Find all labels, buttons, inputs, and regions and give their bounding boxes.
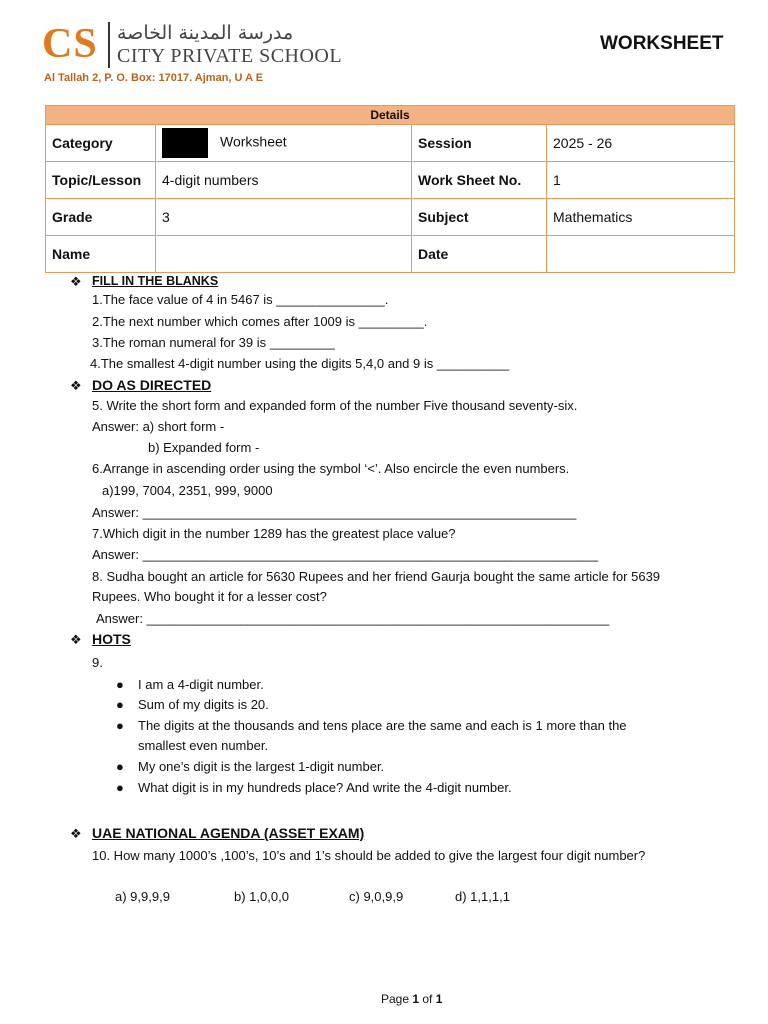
page-prefix: Page (381, 992, 413, 1006)
hots-clue-4: My one’s digit is the largest 1-digit number. (138, 759, 385, 774)
option-b: b) 1,0,0,0 (234, 889, 289, 904)
date-label: Date (412, 236, 547, 273)
school-address: Al Tallah 2, P. O. Box: 17017. Ajman, U A E (44, 72, 264, 84)
date-field[interactable] (547, 236, 735, 273)
topic-label: Topic/Lesson (46, 162, 156, 199)
diamond-bullet-icon: ❖ (70, 274, 82, 289)
question-3: 3.The roman numeral for 39 is _________ (92, 335, 335, 350)
question-4: 4.The smallest 4-digit number using the digits 5,4,0 and 9 is __________ (90, 356, 510, 371)
topic-value: 4-digit numbers (156, 162, 412, 199)
grade-value: 3 (156, 199, 412, 236)
question-5: 5. Write the short form and expanded form of the number Five thousand seventy-six. (92, 398, 578, 413)
school-logo-letters: CS (42, 21, 98, 67)
grade-label: Grade (46, 199, 156, 236)
question-2: 2.The next number which comes after 1009 is _________. (92, 314, 428, 329)
question-10: 10. How many 1000’s ,100’s, 10’s and 1’s should be added to give the largest four digit number? (92, 848, 646, 863)
hots-clue-1: I am a 4-digit number. (138, 677, 264, 692)
question-7: 7.Which digit in the number 1289 has the greatest place value? (92, 526, 456, 541)
hots-clue-2: Sum of my digits is 20. (138, 697, 269, 712)
hots-clue-3-line-1: The digits at the thousands and tens place are the same and each is 1 more than the (138, 718, 627, 733)
question-6-answer: Answer: ____________________________________________________________ (92, 505, 577, 520)
worksheet-no-value: 1 (547, 162, 735, 199)
category-label: Category (46, 125, 156, 162)
bullet-icon: ● (116, 697, 124, 712)
page-of: of (419, 992, 436, 1006)
logo-divider (108, 22, 110, 68)
page-current: 1 (412, 992, 420, 1006)
hots-clue-5: What digit is in my hundreds place? And write the 4-digit number. (138, 780, 512, 795)
category-cell (156, 125, 412, 162)
option-d: d) 1,1,1,1 (455, 889, 510, 904)
worksheet-no-label: Work Sheet No. (412, 162, 547, 199)
category-value: Worksheet (220, 133, 287, 150)
school-name-arabic: مدرسة المدينة الخاصة (117, 22, 294, 44)
page-total: 1 (435, 992, 443, 1006)
question-7-answer: Answer: _______________________________________________________________ (92, 547, 599, 562)
subject-label: Subject (412, 199, 547, 236)
question-5-expanded-form: b) Expanded form - (148, 440, 260, 455)
question-1: 1.The face value of 4 in 5467 is _______________. (92, 292, 389, 307)
hots-clue-3-line-2: smallest even number. (138, 738, 269, 753)
question-6: 6.Arrange in ascending order using the symbol ‘<’. Also encircle the even numbers. (92, 461, 570, 476)
bullet-icon: ● (116, 718, 124, 733)
question-8-line-2: Rupees. Who bought it for a lesser cost? (92, 589, 327, 604)
bullet-icon: ● (116, 780, 124, 795)
question-8-answer: Answer: ________________________________________________________________ (96, 611, 610, 626)
details-table (45, 105, 735, 273)
name-label: Name (46, 236, 156, 273)
option-c: c) 9,0,9,9 (349, 889, 404, 904)
redaction-box (162, 128, 208, 158)
question-5-short-form: Answer: a) short form - (92, 419, 225, 434)
diamond-bullet-icon: ❖ (70, 378, 82, 393)
diamond-bullet-icon: ❖ (70, 632, 82, 647)
section-heading-fill-blanks: FILL IN THE BLANKS (92, 274, 219, 288)
question-6-numbers: a)199, 7004, 2351, 999, 9000 (102, 483, 273, 498)
page-number (381, 992, 442, 1006)
bullet-icon: ● (116, 759, 124, 774)
bullet-icon: ● (116, 677, 124, 692)
document-title: WORKSHEET (600, 33, 724, 54)
section-heading-uae-agenda: UAE NATIONAL AGENDA (ASSET EXAM) (92, 825, 365, 841)
question-8-line-1: 8. Sudha bought an article for 5630 Rupees and her friend Gaurja bought the same article for 5639 (92, 569, 661, 584)
section-heading-hots: HOTS (92, 631, 131, 647)
diamond-bullet-icon: ❖ (70, 826, 82, 841)
name-field[interactable] (156, 236, 412, 273)
option-a: a) 9,9,9,9 (115, 889, 170, 904)
session-label: Session (412, 125, 547, 162)
school-name-english: CITY PRIVATE SCHOOL (117, 45, 343, 67)
subject-value: Mathematics (547, 199, 735, 236)
question-9: 9. (92, 655, 103, 670)
section-heading-do-as-directed: DO AS DIRECTED (92, 377, 212, 393)
details-heading: Details (46, 106, 735, 125)
session-value: 2025 - 26 (547, 125, 735, 162)
